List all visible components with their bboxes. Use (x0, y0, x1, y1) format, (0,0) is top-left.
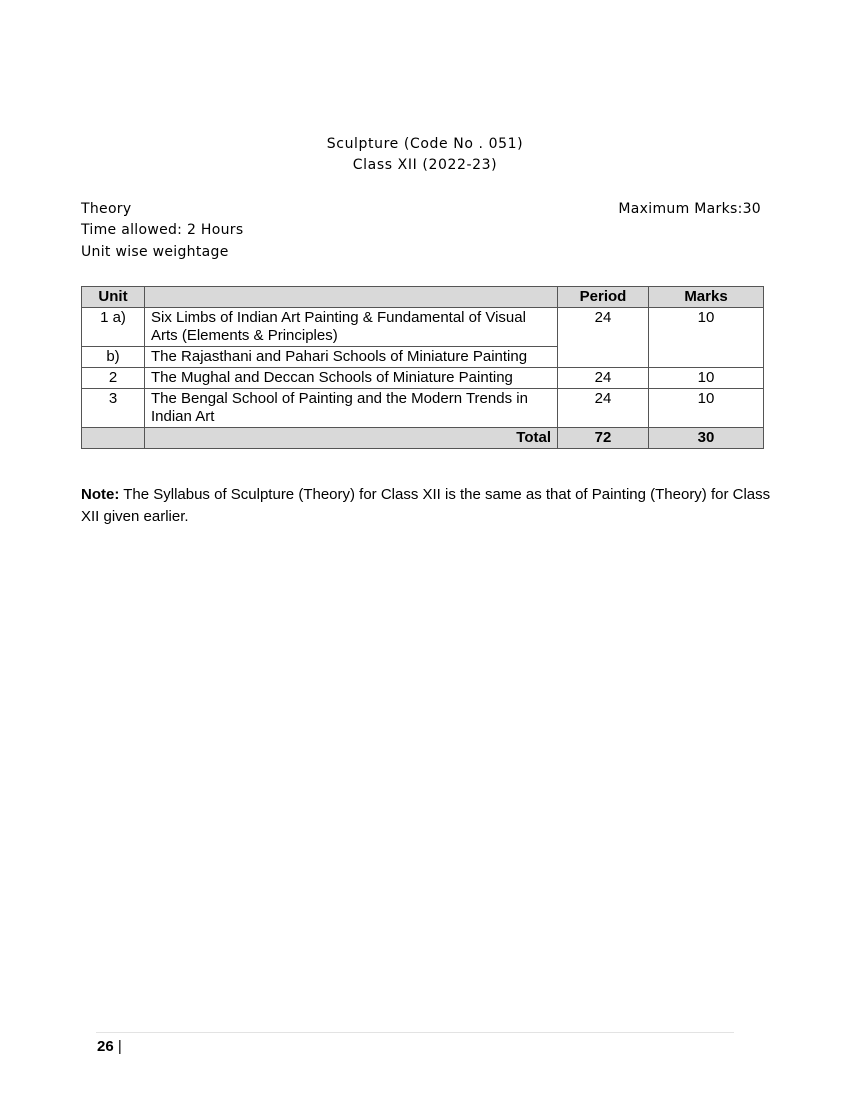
topic-cell: The Bengal School of Painting and the Modern Trends in Indian Art (145, 389, 558, 428)
period-cell: 24 (558, 389, 649, 428)
unit-cell: 1 a) (82, 308, 145, 347)
header-unit: Unit (82, 287, 145, 308)
table-header-row (82, 287, 764, 308)
document-subtitle: Class XII (2022-23) (352, 157, 498, 173)
table-row (82, 308, 764, 347)
unit-cell: 3 (82, 389, 145, 428)
page-separator: | (113, 1038, 122, 1055)
footer-divider (96, 1032, 734, 1033)
marks-cell: 10 (649, 368, 764, 389)
topic-cell: The Mughal and Deccan Schools of Miniature Painting (145, 368, 558, 389)
period-cell: 24 (558, 368, 649, 389)
maximum-marks: Maximum Marks:30 (618, 201, 761, 217)
total-row (82, 428, 764, 449)
topic-cell: Six Limbs of Indian Art Painting & Fundamental of Visual Arts (Elements & Principles) (145, 308, 558, 347)
note-text: The Syllabus of Sculpture (Theory) for Class XII is the same as that of Painting (Theory) for Class XII given earlier. (81, 486, 771, 525)
note-label: Note: (81, 486, 120, 503)
page-number-footer (97, 1038, 122, 1055)
unit-cell: 2 (82, 368, 145, 389)
marks-cell: 10 (649, 389, 764, 428)
header-marks: Marks (649, 287, 764, 308)
table-row (82, 368, 764, 389)
theory-label: Theory (81, 201, 132, 217)
total-empty-cell (82, 428, 145, 449)
unit-wise-weightage: Unit wise weightage (81, 244, 229, 260)
note-paragraph (81, 484, 781, 528)
time-allowed: Time allowed: 2 Hours (81, 222, 244, 238)
total-period: 72 (558, 428, 649, 449)
total-label: Total (145, 428, 558, 449)
page-number: 26 (97, 1038, 114, 1055)
header-period: Period (558, 287, 649, 308)
marks-cell: 10 (649, 308, 764, 368)
weightage-table (81, 286, 764, 449)
topic-cell: The Rajasthani and Pahari Schools of Miniature Painting (145, 347, 558, 368)
unit-cell: b) (82, 347, 145, 368)
total-marks: 30 (649, 428, 764, 449)
table-row (82, 389, 764, 428)
period-cell: 24 (558, 308, 649, 368)
header-topic (145, 287, 558, 308)
document-title: Sculpture (Code No . 051) (326, 136, 524, 152)
